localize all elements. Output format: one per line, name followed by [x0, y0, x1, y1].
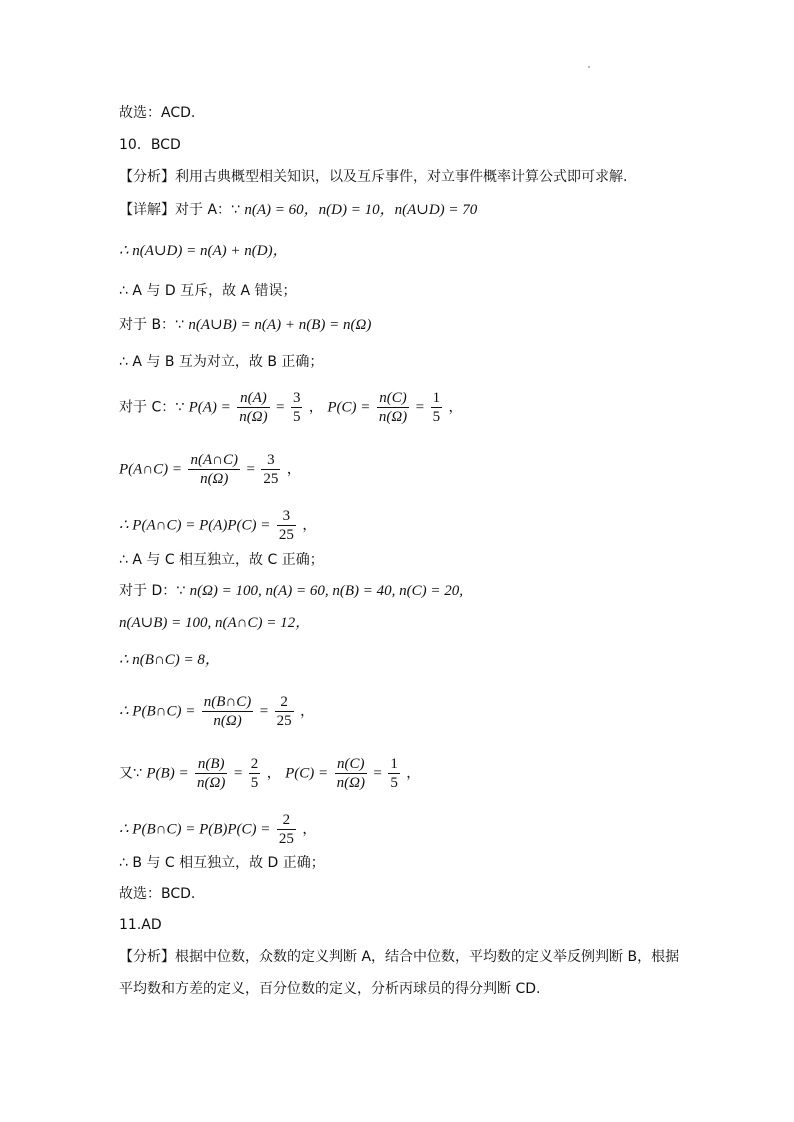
fraction-3-over-5: $\frac{3}{5}$ — [292, 390, 301, 425]
line-18: ∴ P(B∩C) = P(B)P(C) = $\frac{2}{25}$ ， — [119, 812, 317, 847]
fraction-2-over-25: $\frac{2}{25}$ — [278, 812, 294, 847]
line-3-analysis: 【分析】利用古典概型相关知识，以及互斥事件，对立事件概率计算公式即可求解. — [119, 169, 628, 185]
line-6: ∴ A 与 D 互斥，故 A 错误； — [119, 283, 297, 299]
fraction-nb-over-nomega: $\frac{n(B)}{n(\Omega)}$ — [197, 756, 226, 791]
fraction-nc-over-nomega: $\frac{n(C)}{n(\Omega)}$ — [336, 756, 365, 791]
line-21-answer-11: 11.AD — [119, 917, 162, 933]
line-16: ∴ P(B∩C) = $\frac{n(B\cap C)}{n(\Omega)}$ = $\frac{2}{25}$ ， — [119, 694, 315, 729]
fraction-nbc-over-nomega: $\frac{n(B\cap C)}{n(\Omega)}$ — [203, 694, 252, 729]
fraction-2-over-5: $\frac{2}{5}$ — [250, 756, 259, 791]
fraction-3-over-25: $\frac{3}{25}$ — [278, 508, 294, 543]
line-7-lead: 对于 B：∵ — [119, 317, 184, 333]
line-22-analysis: 【分析】根据中位数，众数的定义判断 A，结合中位数，平均数的定义举反例判断 B，根据 — [119, 949, 680, 965]
line-10: P(A∩C) = $\frac{n(A\cap C)}{n(\Omega)}$ = $\frac{3}{25}$ ， — [119, 452, 301, 487]
fraction-1-over-5: $\frac{1}{5}$ — [432, 390, 441, 425]
fraction-1-over-5: $\frac{1}{5}$ — [390, 756, 398, 791]
line-15-math: ∴ n(B∩C) = 8， — [119, 652, 220, 668]
line-8: ∴ A 与 B 互为对立，故 B 正确； — [119, 354, 324, 370]
line-2-answer-10: 10．BCD — [119, 137, 181, 153]
line-9-pa: P(A) = — [188, 399, 231, 416]
fraction-na-over-nomega: $\frac{n(A)}{n(\Omega)}$ — [239, 390, 268, 425]
line-9-lead: 对于 C：∵ — [119, 399, 185, 416]
line-7-math: n(A∪B) = n(A) + n(B) = n(Ω) — [188, 317, 372, 333]
line-4 — [119, 201, 477, 219]
scan-dot — [588, 66, 590, 68]
line-4-math: n(A) = 60，n(D) = 10，n(A∪D) = 70 — [244, 202, 478, 218]
line-11: ∴ P(A∩C) = P(A)P(C) = $\frac{3}{25}$ ， — [119, 508, 317, 543]
line-12: ∴ A 与 C 相互独立，故 C 正确； — [119, 552, 324, 568]
fraction-nac-over-nomega: $\frac{n(A\cap C)}{n(\Omega)}$ — [190, 452, 238, 487]
line-5-math: ∴ n(A∪D) = n(A) + n(D)， — [119, 243, 288, 259]
fraction-2-over-25: $\frac{2}{25}$ — [276, 694, 292, 729]
fraction-nc-over-nomega: $\frac{n(C)}{n(\Omega)}$ — [378, 390, 408, 425]
line-7 — [119, 316, 371, 334]
line-1: 故选：ACD. — [119, 105, 196, 121]
line-23: 平均数和方差的定义，百分位数的定义，分析丙球员的得分判断 CD. — [119, 981, 541, 997]
line-19: ∴ B 与 C 相互独立，故 D 正确； — [119, 855, 325, 871]
line-4-lead: 【详解】对于 A：∵ — [119, 202, 240, 218]
line-14-math: n(A∪B) = 100, n(A∩C) = 12， — [119, 615, 311, 631]
line-20: 故选：BCD. — [119, 886, 196, 902]
line-17: 又∵ P(B) = $\frac{n(B)}{n(\Omega)}$ = $\frac{2}{5}$ ， P(C) = $\frac{n(C)}{n(\Omega)}$ = $\frac{1}{5}$ ， — [119, 756, 421, 791]
fraction-3-over-25: $\frac{3}{25}$ — [263, 452, 279, 487]
line-9: 对于 C：∵ P(A) = $\frac{n(A)}{n(\Omega)}$ = $\frac{3}{5}$ ， P(C) = $\frac{n(C)}{n(\Omega)}$ = $\frac{1}{5}$ ， — [119, 390, 463, 425]
line-13: 对于 D：∵ n(Ω) = 100, n(A) = 60, n(B) = 40, n(C) = 20, — [119, 583, 463, 599]
line-9-pc: P(C) = — [327, 399, 371, 416]
